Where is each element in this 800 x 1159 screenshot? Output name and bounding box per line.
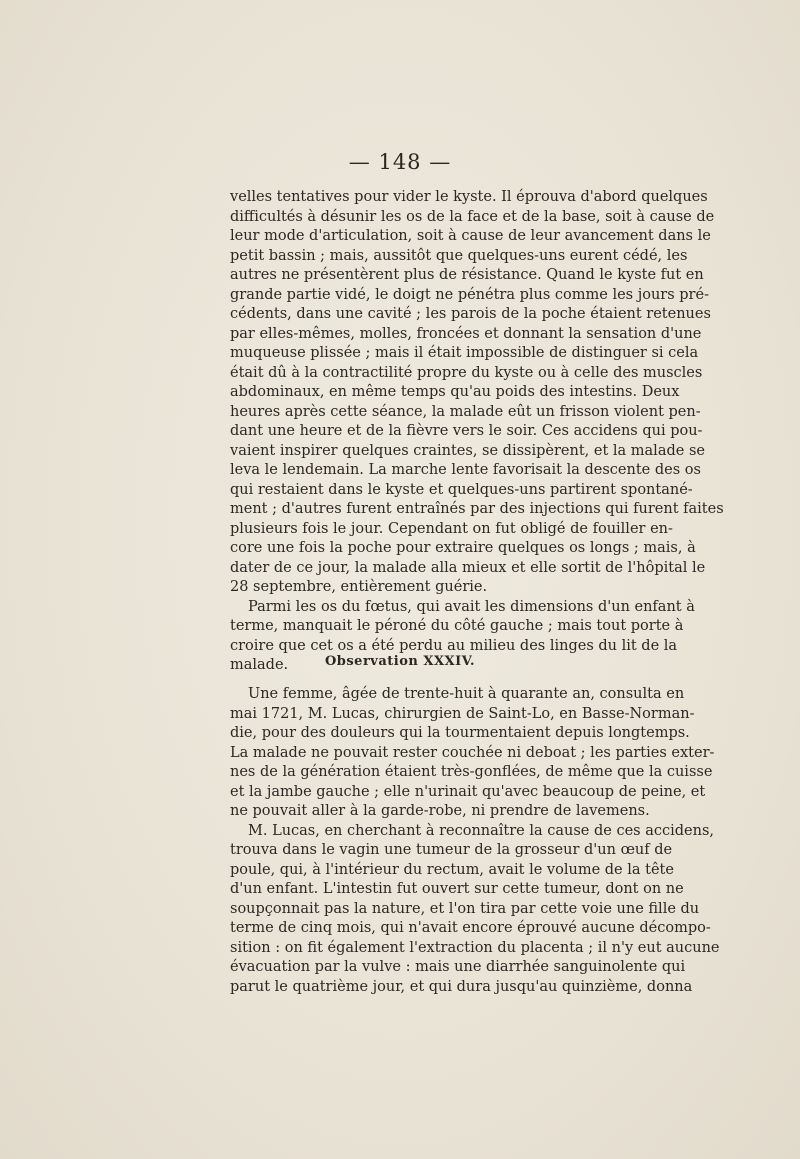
text-line: évacuation par la vulve : mais une diarrhée sanguinolente qui bbox=[230, 959, 686, 975]
section-heading: Observation XXXIV. bbox=[324, 654, 476, 669]
text-line: petit bassin ; mais, aussitôt que quelques-uns eurent cédé, les bbox=[230, 247, 688, 264]
text-line: Une femme, âgée de trente-huit à quarante an, consulta en bbox=[248, 686, 685, 702]
text-line: qui restaient dans le kyste et quelques-uns partirent spontané- bbox=[230, 481, 693, 498]
text-line: mai 1721, M. Lucas, chirurgien de Saint-Lo, en Basse-Norman- bbox=[230, 705, 695, 722]
text-line: cédents, dans une cavité ; les parois de la poche étaient retenues bbox=[230, 306, 711, 322]
text-line: 28 septembre, entièrement guérie. bbox=[230, 579, 488, 595]
text-line: poule, qui, à l'intérieur du rectum, avait le volume de la tête bbox=[230, 861, 674, 878]
text-line: plusieurs fois le jour. Cependant on fut obligé de fouiller en- bbox=[230, 520, 673, 537]
text-line: autres ne présentèrent plus de résistance. Quand le kyste fut en bbox=[230, 267, 704, 283]
paragraph bbox=[230, 822, 720, 998]
text-line: vaient inspirer quelques craintes, se dissipèrent, et la malade se bbox=[230, 442, 705, 459]
text-line: M. Lucas, en cherchant à reconnaître la cause de ces accidens, bbox=[248, 822, 714, 839]
text-line: trouva dans le vagin une tumeur de la grosseur d'un œuf de bbox=[230, 842, 673, 858]
text-line: nes de la génération étaient très-gonflées, de même que la cuisse bbox=[230, 764, 713, 780]
text-line: et la jambe gauche ; elle n'urinait qu'avec beaucoup de peine, et bbox=[230, 783, 706, 800]
text-line: muqueuse plissée ; mais il était impossible de distinguer si cela bbox=[230, 345, 699, 361]
text-line: die, pour des douleurs qui la tourmentaient depuis longtemps. bbox=[230, 725, 690, 741]
text-line: sition : on fit également l'extraction du placenta ; il n'y eut aucune bbox=[230, 939, 720, 956]
text-line: terme de cinq mois, qui n'avait encore éprouvé aucune décompo- bbox=[230, 920, 711, 936]
text-line: core une fois la poche pour extraire quelques os longs ; mais, à bbox=[230, 540, 696, 556]
text-line: heures après cette séance, la malade eût un frisson violent pen- bbox=[230, 403, 701, 420]
text-line: croire que cet os a été perdu au milieu des linges du lit de la bbox=[230, 637, 678, 654]
text-line: difficultés à désunir les os de la face et de la base, soit à cause de bbox=[230, 208, 715, 225]
text-line: leva le lendemain. La marche lente favorisait la descente des os bbox=[230, 462, 701, 478]
paragraph bbox=[230, 685, 715, 822]
text-line: dater de ce jour, la malade alla mieux et elle sortit de l'hôpital le bbox=[230, 559, 706, 576]
page-number: — 148 — bbox=[348, 150, 452, 174]
text-block-bottom bbox=[230, 685, 720, 997]
text-line: soupçonnait pas la nature, et l'on tira par cette voie une fille du bbox=[230, 900, 700, 917]
text-line: ne pouvait aller à la garde-robe, ni prendre de lavemens. bbox=[230, 803, 650, 819]
text-line: velles tentatives pour vider le kyste. Il éprouva d'abord quelques bbox=[230, 189, 708, 205]
text-line: leur mode d'articulation, soit à cause de leur avancement dans le bbox=[230, 228, 711, 244]
text-line: Parmi les os du fœtus, qui avait les dimensions d'un enfant à bbox=[248, 598, 695, 615]
text-line: grande partie vidé, le doigt ne pénétra plus comme les jours pré- bbox=[230, 286, 709, 303]
text-line: abdominaux, en même temps qu'au poids des intestins. Deux bbox=[230, 384, 680, 400]
text-line: La malade ne pouvait rester couchée ni deboat ; les parties exter- bbox=[230, 744, 715, 761]
text-block-top bbox=[230, 188, 724, 676]
text-line: par elles-mêmes, molles, froncées et donnant la sensation d'une bbox=[230, 325, 702, 342]
text-line: malade. bbox=[230, 657, 289, 673]
text-line: d'un enfant. L'intestin fut ouvert sur cette tumeur, dont on ne bbox=[230, 881, 684, 897]
text-line: ment ; d'autres furent entraînés par des injections qui furent faites bbox=[230, 501, 724, 517]
paragraph bbox=[230, 188, 724, 598]
text-line: parut le quatrième jour, et qui dura jusqu'au quinzième, donna bbox=[230, 978, 693, 995]
text-line: terme, manquait le péroné du côté gauche ; mais tout porte à bbox=[230, 618, 684, 634]
text-line: était dû à la contractilité propre du kyste ou à celle des muscles bbox=[230, 364, 703, 381]
text-line: dant une heure et de la fièvre vers le soir. Ces accidens qui pou- bbox=[230, 423, 703, 439]
